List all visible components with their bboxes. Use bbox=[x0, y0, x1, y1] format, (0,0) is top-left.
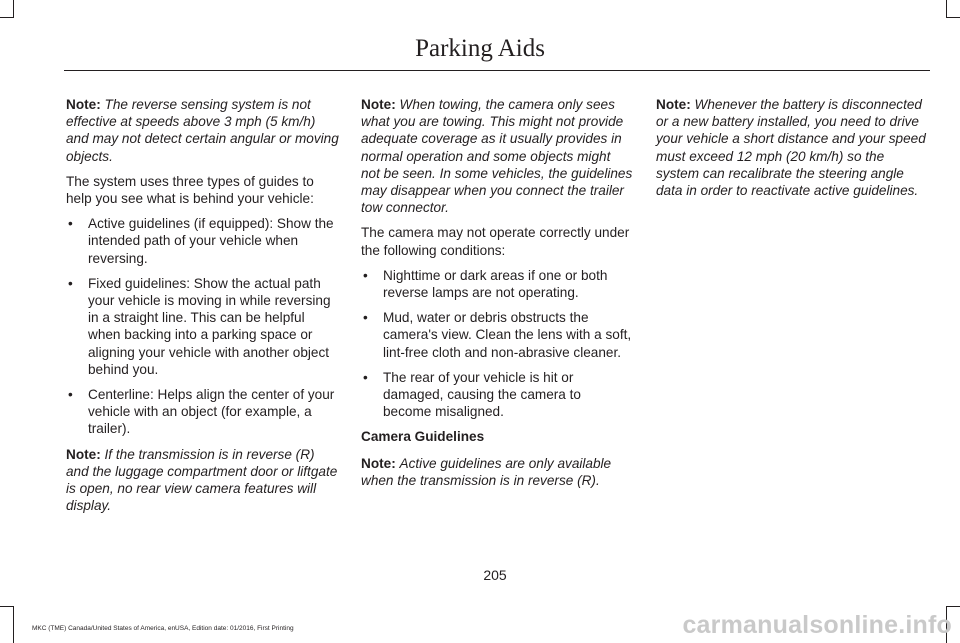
note-text: If the transmission is in reverse (R) and the luggage compartment door or liftgate is open, no rear view camera features will display. bbox=[66, 446, 338, 514]
list-item-text: The rear of your vehicle is hit or damaged, causing the camera to become misaligned. bbox=[383, 369, 581, 420]
note-label: Note: bbox=[361, 455, 396, 471]
crop-mark-top-left-vertical bbox=[13, 0, 14, 18]
note-text: The reverse sensing system is not effective at speeds above 3 mph (5 km/h) and may not detect certain angular or moving objects. bbox=[66, 97, 339, 164]
note-battery bbox=[656, 96, 930, 199]
list-item bbox=[361, 369, 633, 421]
note-text: When towing, the camera only sees what you are towing. This might not provide adequate coverage as it usually provides in normal operation and some objects might not be seen. In some vehicles, the guidelines may disappear when you connect the trailer tow connector. bbox=[361, 97, 633, 216]
list-item-text: Mud, water or debris obstructs the camera's view. Clean the lens with a soft, lint-free cloth and non-abrasive cleaner. bbox=[383, 310, 632, 360]
column-right bbox=[656, 96, 930, 207]
bullet-icon: • bbox=[363, 310, 368, 326]
note-reverse-sensing bbox=[66, 96, 340, 165]
list-item bbox=[361, 267, 633, 301]
conditions-list bbox=[361, 267, 633, 421]
note-label: Note: bbox=[66, 97, 101, 112]
page-title: Parking Aids bbox=[415, 35, 545, 62]
bullet-icon: • bbox=[363, 369, 368, 385]
list-item bbox=[66, 386, 340, 438]
crop-mark-top-left-horizontal bbox=[0, 17, 14, 18]
conditions-intro: The camera may not operate correctly under the following conditions: bbox=[361, 225, 630, 258]
watermark-text: carmanualsonline.info bbox=[682, 611, 952, 639]
bullet-icon: • bbox=[68, 216, 73, 232]
guides-intro: The system uses three types of guides to help you see what is behind your vehicle: bbox=[66, 173, 314, 207]
note-label: Note: bbox=[656, 97, 691, 112]
bullet-icon: • bbox=[68, 275, 73, 291]
note-text: Whenever the battery is disconnected or a new battery installed, you need to drive your vehicle a short distance and your speed must exceed 12 mph (20 km/h) so the system can recalibrate the steering angle data in order to reactivate active guidelines. bbox=[656, 97, 926, 199]
list-item-text: Active guidelines (if equipped): Show the intended path of your vehicle when reversing. bbox=[88, 216, 334, 266]
list-item-text: Nighttime or dark areas if one or both reverse lamps are not operating. bbox=[383, 267, 608, 301]
list-item bbox=[361, 309, 633, 361]
list-item bbox=[66, 275, 340, 378]
crop-mark-top-right-horizontal bbox=[946, 17, 960, 18]
note-towing bbox=[361, 96, 633, 216]
crop-mark-bottom-left-horizontal bbox=[0, 606, 14, 607]
list-item bbox=[66, 215, 340, 267]
note-active-guidelines bbox=[361, 455, 633, 489]
column-left bbox=[66, 96, 340, 522]
edition-footer: MKC (TME) Canada/United States of America, enUSA, Edition date: 01/2016, First Printing bbox=[32, 625, 294, 632]
note-text: Active guidelines are only available when the transmission is in reverse (R). bbox=[361, 455, 612, 488]
page-number: 205 bbox=[483, 567, 507, 583]
column-middle bbox=[361, 96, 633, 497]
list-item-text: Fixed guidelines: Show the actual path your vehicle is moving in while reversing in a straight line. This can be helpful when backing into a parking space or aligning your vehicle with another object behind you. bbox=[88, 275, 331, 377]
section-heading-camera-guidelines: Camera Guidelines bbox=[361, 429, 485, 445]
guides-list bbox=[66, 215, 340, 437]
note-label: Note: bbox=[361, 97, 396, 112]
header-divider bbox=[64, 70, 930, 71]
crop-mark-bottom-left-vertical bbox=[13, 606, 14, 643]
crop-mark-top-right-vertical bbox=[946, 0, 947, 18]
bullet-icon: • bbox=[363, 267, 368, 283]
crop-mark-bottom-right-horizontal bbox=[946, 606, 960, 607]
note-transmission-reverse bbox=[66, 446, 340, 515]
list-item-text: Centerline: Helps align the center of your vehicle with an object (for example, a trailer). bbox=[88, 387, 335, 437]
note-label: Note: bbox=[66, 446, 101, 462]
bullet-icon: • bbox=[68, 387, 73, 403]
